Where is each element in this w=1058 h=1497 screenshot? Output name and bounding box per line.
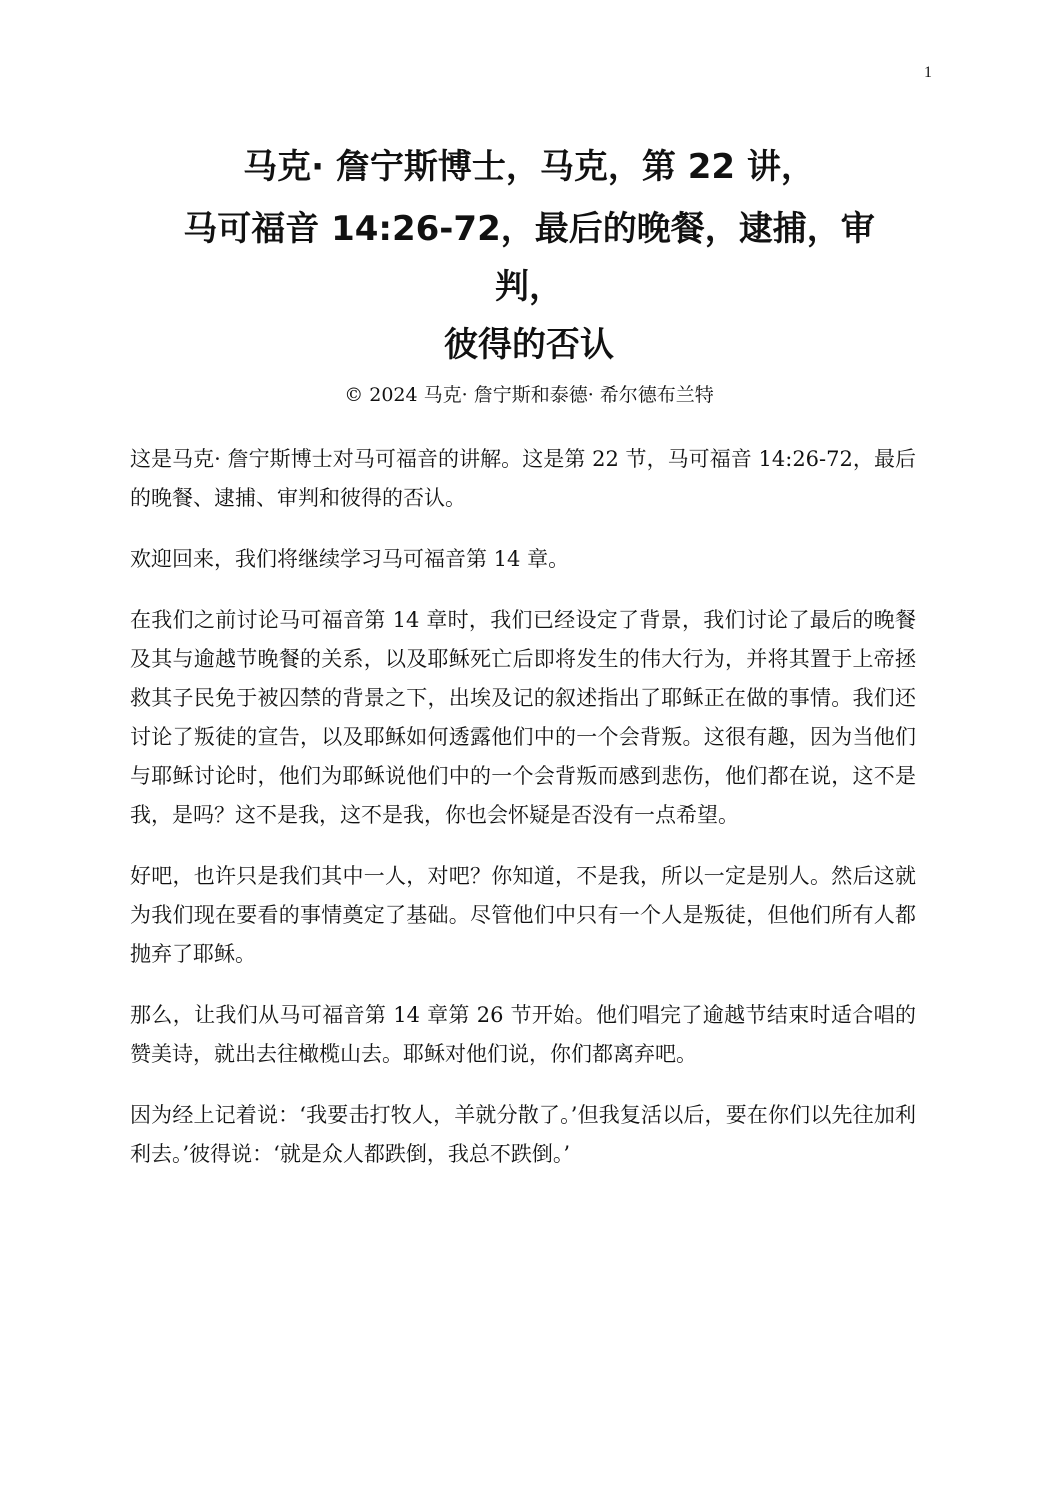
paragraph: 那么，让我们从马可福音第 14 章第 26 节开始。他们唱完了逾越节结束时适合唱的赞美诗，就出去往橄榄山去。耶稣对他们说，你们都离弃吧。 [130,1003,916,1066]
paragraph: 这是马克· 詹宁斯博士对马可福音的讲解。这是第 22 节，马可福音 14:26-72，最后的晚餐、逮捕、审判和彼得的否认。 [130,447,916,510]
paragraph: 在我们之前讨论马可福音第 14 章时，我们已经设定了背景，我们讨论了最后的晚餐及其与逾越节晚餐的关系，以及耶稣死亡后即将发生的伟大行为，并将其置于上帝拯救其子民免于被囚禁的背景之下，出埃及记的叙述指出了耶稣正在做的事情。我们还讨论了叛徒的宣告，以及耶稣如何透露他们中的一个会背叛。这很有趣，因为当他们与耶稣讨论时，他们为耶稣说他们中的一个会背叛而感到悲伤，他们都在说，这不是我，是吗？这不是我，这不是我，你也会怀疑是否没有一点希望。 [130,608,916,827]
copyright-line: © 2024 马克· 詹宁斯和泰德· 希尔德布兰特 [344,384,714,406]
title-line-3: 判， [495,267,563,307]
paragraph: 好吧，也许只是我们其中一人，对吧？你知道，不是我，所以一定是别人。然后这就为我们现在要看的事情奠定了基础。尽管他们中只有一个人是叛徒，但他们所有人都抛弃了耶稣。 [130,864,916,966]
document-body [130,440,916,1196]
paragraph: 因为经上记着说：‘我要击打牧人，羊就分散了。’但我复活以后，要在你们以先往加利利去。’彼得说：‘就是众人都跌倒，我总不跌倒。’ [130,1103,916,1166]
title-line-2: 马可福音 14:26-72，最后的晚餐，逮捕，审 [183,209,875,249]
title-line-1: 马克· 詹宁斯博士，马克，第 22 讲， [243,147,815,187]
paragraph: 欢迎回来，我们将继续学习马可福音第 14 章。 [130,547,570,571]
document-title [130,138,928,374]
title-line-4: 彼得的否认 [444,325,614,365]
page-number: 1 [924,64,932,81]
